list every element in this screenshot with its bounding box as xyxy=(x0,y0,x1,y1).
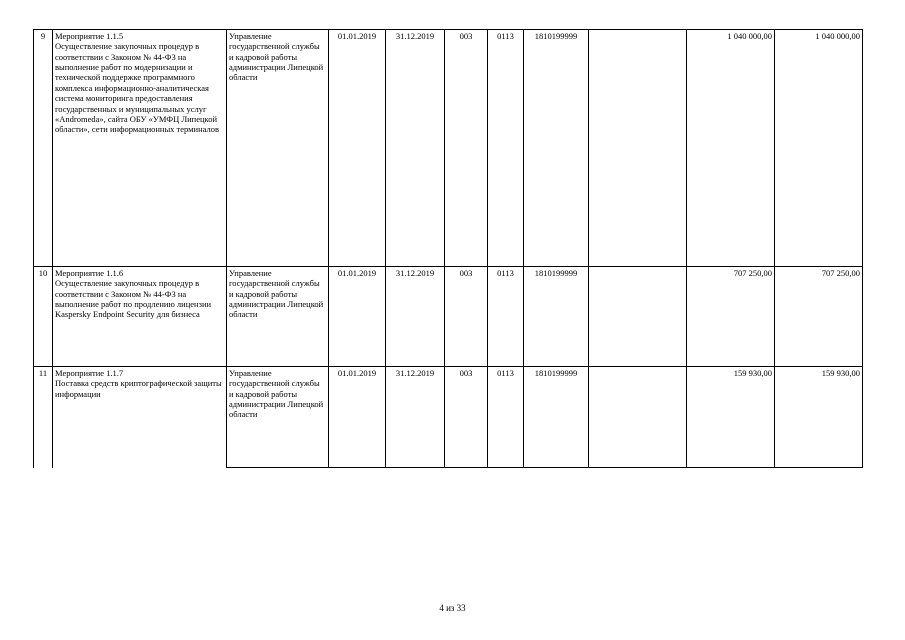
activity-description: Осуществление закупочных процедур в соответствии с Законом № 44-ФЗ на выполнение работ по продлению лицензии Kaspersky Endpoint Security для бизнеса xyxy=(55,278,212,320)
rzpr-code: 0113 xyxy=(488,30,524,267)
year-amount: 1 040 000,00 xyxy=(775,30,863,267)
activity-cell xyxy=(53,30,227,267)
table-row xyxy=(34,30,863,267)
total-amount: 159 930,00 xyxy=(687,367,775,468)
page-number: 4 из 33 xyxy=(439,603,466,613)
row-number: 11 xyxy=(34,367,53,468)
responsible-executor: Управление государственной службы и кадровой работы администрации Липецкой области xyxy=(227,367,329,468)
activity-title: Мероприятие 1.1.7 xyxy=(55,368,124,378)
vr-code xyxy=(589,30,687,267)
rzpr-code: 0113 xyxy=(488,267,524,367)
total-amount: 1 040 000,00 xyxy=(687,30,775,267)
end-date: 31.12.2019 xyxy=(386,367,445,468)
responsible-executor: Управление государственной службы и кадровой работы администрации Липецкой области xyxy=(227,30,329,267)
activities-table xyxy=(33,29,863,468)
csr-code: 1810199999 xyxy=(524,367,589,468)
grbs-code: 003 xyxy=(445,367,488,468)
start-date: 01.01.2019 xyxy=(329,367,386,468)
vr-code xyxy=(589,367,687,468)
year-amount: 159 930,00 xyxy=(775,367,863,468)
total-amount: 707 250,00 xyxy=(687,267,775,367)
start-date: 01.01.2019 xyxy=(329,30,386,267)
activity-cell xyxy=(53,367,227,468)
activity-title: Мероприятие 1.1.6 xyxy=(55,268,124,278)
activity-description: Осуществление закупочных процедур в соответствии с Законом № 44-ФЗ на выполнение работ по модернизации и технической поддержке программного комплекса информационно-аналитическая система мониторинга предоставления государственных и муниципальных услуг «Andromeda», сайта ОБУ «УМФЦ Липецкой области», сети информационных терминалов xyxy=(55,41,219,135)
grbs-code: 003 xyxy=(445,267,488,367)
activity-description: Поставка средств криптографической защиты информации xyxy=(55,378,222,399)
csr-code: 1810199999 xyxy=(524,267,589,367)
rzpr-code: 0113 xyxy=(488,367,524,468)
start-date: 01.01.2019 xyxy=(329,267,386,367)
end-date: 31.12.2019 xyxy=(386,267,445,367)
csr-code: 1810199999 xyxy=(524,30,589,267)
grbs-code: 003 xyxy=(445,30,488,267)
row-number: 9 xyxy=(34,30,53,267)
year-amount: 707 250,00 xyxy=(775,267,863,367)
responsible-executor: Управление государственной службы и кадровой работы администрации Липецкой области xyxy=(227,267,329,367)
end-date: 31.12.2019 xyxy=(386,30,445,267)
row-number: 10 xyxy=(34,267,53,367)
vr-code xyxy=(589,267,687,367)
activity-cell xyxy=(53,267,227,367)
table-row xyxy=(34,267,863,367)
activity-title: Мероприятие 1.1.5 xyxy=(55,31,124,41)
table-row xyxy=(34,367,863,468)
